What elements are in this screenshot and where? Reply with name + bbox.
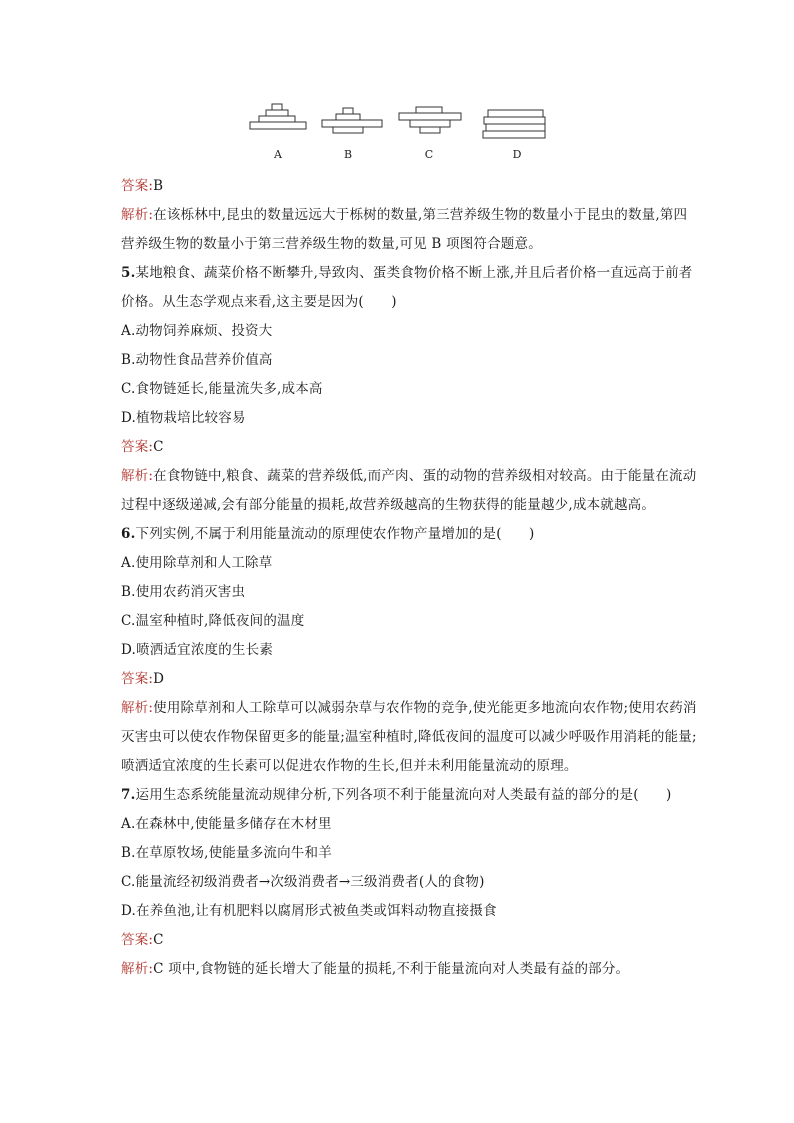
question-line (121, 259, 693, 288)
answer-line (121, 926, 681, 955)
option-line: C.能量流经初级消费者→次级消费者→三级消费者(人的食物) (121, 874, 485, 890)
pyramid-b (322, 108, 382, 133)
question-number: 6. (121, 526, 136, 542)
answer-line (121, 665, 681, 694)
option-line: A.在森林中,使能量多储存在木材里 (121, 816, 332, 832)
option-line: A.动物饲养麻烦、投资大 (121, 323, 273, 339)
analysis-line (121, 694, 697, 723)
question-line (121, 781, 681, 810)
question-line (121, 288, 681, 317)
figure-label-d: D (512, 148, 522, 161)
option-line: A.使用除草剂和人工除草 (121, 555, 273, 571)
option-line: D.在养鱼池,让有机肥料以腐屑形式被鱼类或饵料动物直接摄食 (121, 903, 497, 919)
option-line: D.植物栽培比较容易 (121, 410, 246, 426)
question-text: 下列实例,不属于利用能量流动的原理使农作物产量增加的是( ) (135, 526, 535, 542)
pyramid-d (483, 110, 545, 138)
analysis-line (121, 230, 681, 259)
figure-label-a: A (274, 148, 282, 161)
answer-label: 答案: (121, 439, 154, 455)
option-line: C.食物链延长,能量流失多,成本高 (121, 381, 323, 397)
answer-label: 答案: (121, 178, 154, 194)
analysis-label: 解析: (121, 700, 154, 716)
document-body (121, 172, 697, 984)
analysis-text: 在该栎林中,昆虫的数量远远大于栎树的数量,第三营养级生物的数量小于昆虫的数量,第四 (153, 207, 688, 223)
pyramid-a (250, 104, 306, 129)
answer-line (121, 172, 681, 201)
question-text: 价格。从生态学观点来看,这主要是因为( ) (121, 294, 397, 310)
answer-line (121, 433, 681, 462)
pyramid-figure (0, 100, 794, 170)
question-line (121, 520, 681, 549)
answer-value: C (153, 932, 164, 948)
analysis-line (121, 723, 697, 752)
analysis-text: 过程中逐级递减,会有部分能量的损耗,故营养级越高的生物获得的能量越少,成本就越高。 (121, 497, 656, 513)
analysis-text: 营养级生物的数量小于第三营养级生物的数量,可见 B 项图符合题意。 (121, 236, 542, 252)
figure-label-c: C (424, 148, 434, 161)
option-line: C.温室种植时,降低夜间的温度 (121, 613, 305, 629)
answer-value: D (153, 671, 165, 687)
analysis-text: 在食物链中,粮食、蔬菜的营养级低,而产肉、蛋的动物的营养级相对较高。由于能量在流动 (153, 468, 697, 484)
analysis-label: 解析: (121, 468, 154, 484)
question-number: 5. (121, 265, 136, 281)
analysis-line (121, 462, 697, 491)
answer-label: 答案: (121, 671, 154, 687)
analysis-label: 解析: (121, 961, 154, 977)
question-text: 某地粮食、蔬菜价格不断攀升,导致肉、蛋类食物价格不断上涨,并且后者价格一直远高于前者 (135, 265, 693, 281)
analysis-text: 使用除草剂和人工除草可以减弱杂草与农作物的竞争,使光能更多地流向农作物;使用农药消 (153, 700, 697, 716)
answer-label: 答案: (121, 932, 154, 948)
analysis-line (121, 752, 681, 781)
option-line: B.动物性食品营养价值高 (121, 352, 273, 368)
analysis-label: 解析: (121, 207, 154, 223)
figure-label-b: B (343, 148, 353, 161)
analysis-text: 灭害虫可以使农作物保留更多的能量;温室种植时,降低夜间的温度可以减少呼吸作用消耗的能量; (121, 729, 697, 745)
option-line: D.喷洒适宜浓度的生长素 (121, 642, 274, 658)
question-text: 运用生态系统能量流动规律分析,下列各项不利于能量流向对人类最有益的部分的是( ) (135, 787, 672, 803)
option-line: B.在草原牧场,使能量多流向牛和羊 (121, 845, 332, 861)
analysis-line (121, 955, 681, 984)
question-number: 7. (121, 787, 136, 803)
answer-value: B (153, 178, 164, 194)
pyramid-c (399, 107, 461, 133)
option-line: B.使用农药消灭害虫 (121, 584, 246, 600)
analysis-line (121, 491, 681, 520)
analysis-line (121, 201, 688, 230)
analysis-text: 喷洒适宜浓度的生长素可以促进农作物的生长,但并未利用能量流动的原理。 (121, 758, 578, 774)
answer-value: C (153, 439, 164, 455)
analysis-text: C 项中,食物链的延长增大了能量的损耗,不利于能量流向对人类最有益的部分。 (153, 961, 630, 977)
